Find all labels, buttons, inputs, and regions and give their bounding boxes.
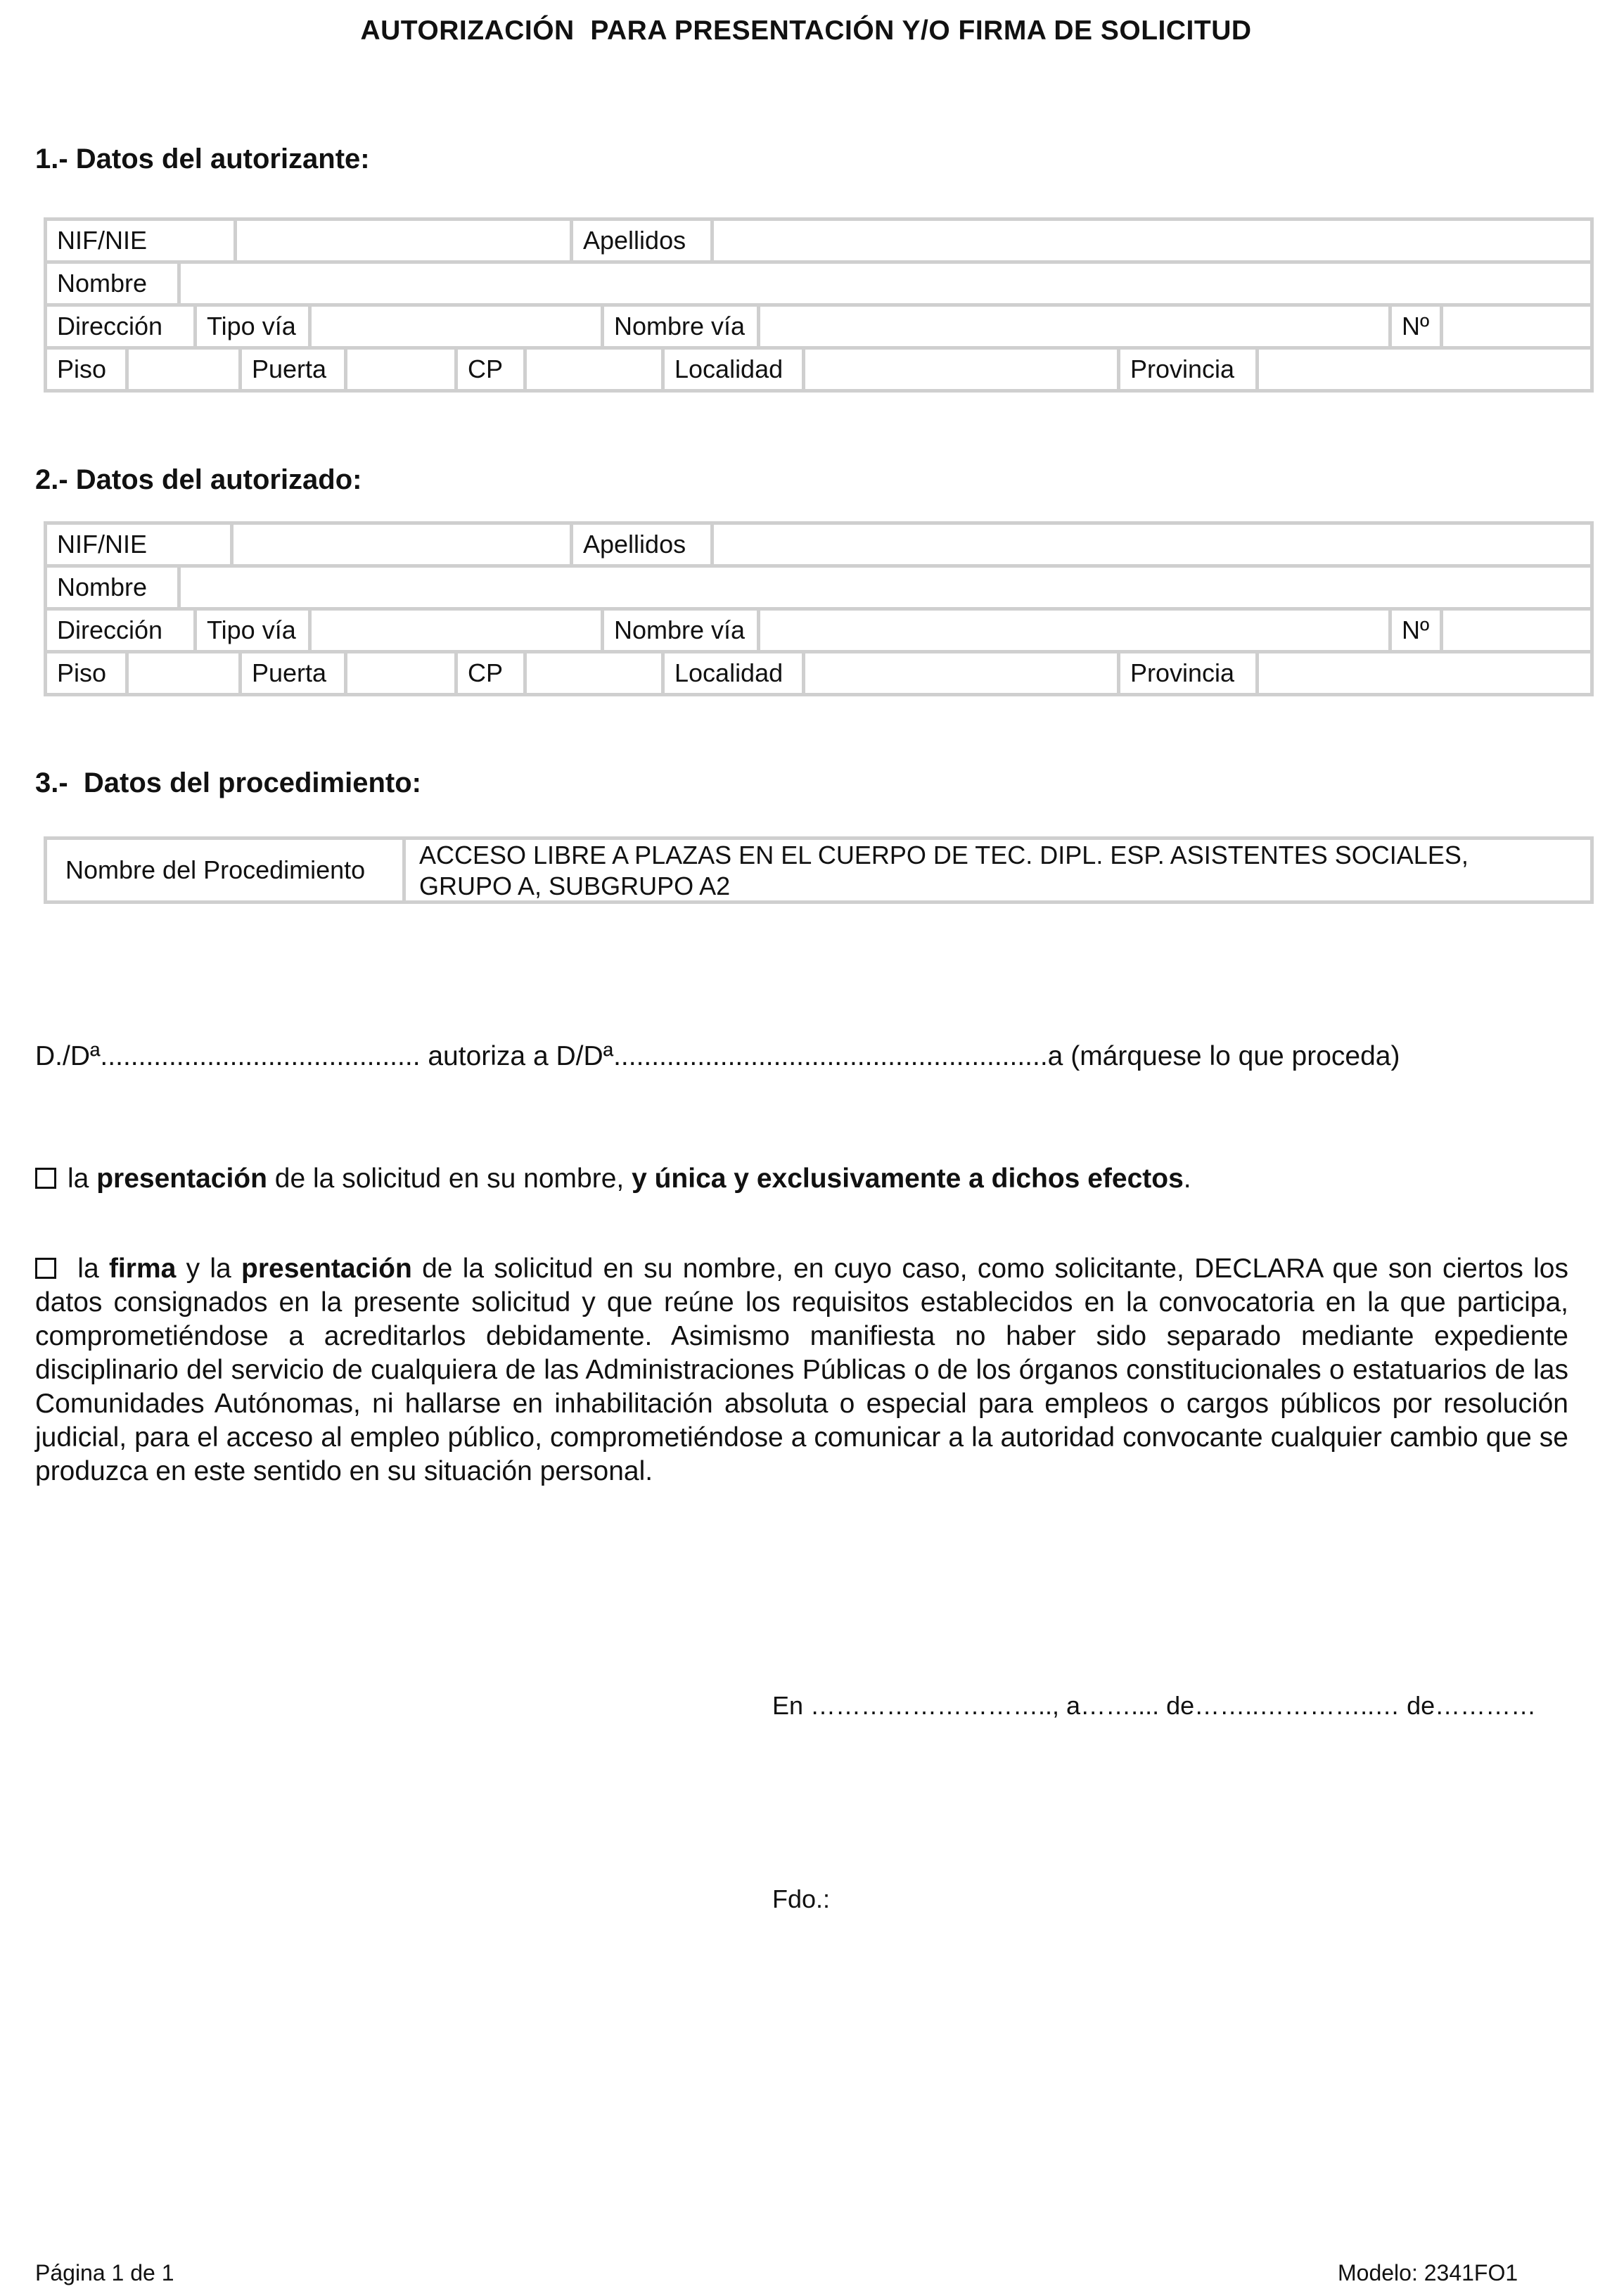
nombre-via-label: Nombre vía <box>604 307 760 346</box>
authorized-numero-field[interactable] <box>1443 611 1590 650</box>
table-row <box>47 611 1590 653</box>
nif-label: NIF/NIE <box>47 525 234 564</box>
signed-by-label: Fdo.: <box>772 1884 831 1913</box>
numero-label: Nº <box>1392 307 1443 346</box>
authorizer-cp-field[interactable] <box>527 350 665 389</box>
localidad-label: Localidad <box>665 350 805 389</box>
piso-label: Piso <box>47 653 129 693</box>
provincia-label: Provincia <box>1120 350 1259 389</box>
authorizer-numero-field[interactable] <box>1443 307 1590 346</box>
procedure-value-line-2: GRUPO A, SUBGRUPO A2 <box>419 872 731 900</box>
authorizer-nombre-via-field[interactable] <box>760 307 1392 346</box>
page-title: AUTORIZACIÓN PARA PRESENTACIÓN Y/O FIRMA DE SOLICITUD <box>360 15 1252 46</box>
puerta-label: Puerta <box>242 350 347 389</box>
authorizer-tipo-via-field[interactable] <box>312 307 604 346</box>
place-date-line: En ……………………….., a…….... de……..…………..… de………… <box>772 1691 1537 1720</box>
provincia-label: Provincia <box>1120 653 1259 693</box>
authorized-nombre-via-field[interactable] <box>760 611 1392 650</box>
authorizer-localidad-field[interactable] <box>805 350 1120 389</box>
table-row <box>47 221 1590 264</box>
nombre-via-label: Nombre vía <box>604 611 760 650</box>
procedure-value <box>409 840 1590 900</box>
section-3-title: 3.- Datos del procedimiento: <box>35 767 421 798</box>
authorized-tipo-via-field[interactable] <box>312 611 604 650</box>
apellidos-label: Apellidos <box>573 525 714 564</box>
direccion-label: Dirección <box>47 307 197 346</box>
section-1-title: 1.- Datos del autorizante: <box>35 144 370 174</box>
cp-label: CP <box>458 653 527 693</box>
authorizer-form-table <box>44 217 1594 393</box>
table-row <box>47 350 1590 389</box>
procedure-label: Nombre del Procedimiento <box>47 840 406 900</box>
model-number: Modelo: 2341FO1 <box>1338 2260 1518 2285</box>
option-sign-and-present: la firma y la presentación de la solicitud en su nombre, en cuyo caso, como solicitante, DECLARA que son ciertos los datos consignados en la presente solicitud y que reúne los requisitos establecidos en la convocatoria en la que participa, comprometiéndose a acreditarlos debidamente. Asimismo manifiesta no haber sido separado mediante expediente disciplinario del servicio de cualquiera de las Administraciones Públicas o de los órganos constitucionales o estatuarios de las Comunidades Autónomas, ni hallarse en inhabilitación absoluta o especial para empleos o cargos públicos por resolución judicial, para el acceso al empleo público, comprometiéndose a comunicar a la autoridad convocante cualquier cambio que se produzca en este sentido en su situación personal. <box>35 1254 1568 1486</box>
authorizer-provincia-field[interactable] <box>1259 350 1590 389</box>
authorizer-nif-field[interactable] <box>237 221 573 260</box>
presentation-only-checkbox[interactable] <box>35 1168 56 1189</box>
authorizer-apellidos-field[interactable] <box>714 221 1590 260</box>
authorized-provincia-field[interactable] <box>1259 653 1590 693</box>
section-2-title: 2.- Datos del autorizado: <box>35 464 362 495</box>
authorized-form-table <box>44 521 1594 696</box>
table-row <box>47 264 1590 307</box>
tipo-via-label: Tipo vía <box>197 307 312 346</box>
localidad-label: Localidad <box>665 653 805 693</box>
procedure-table <box>44 836 1594 904</box>
piso-label: Piso <box>47 350 129 389</box>
puerta-label: Puerta <box>242 653 347 693</box>
authorization-statement: D./Dª.......................................... autoriza a D/Dª.........................................................a (márquese lo que proceda) <box>35 1041 1400 1071</box>
option-presentation-only: la presentación de la solicitud en su nombre, y única y exclusivamente a dichos efectos. <box>35 1162 1568 1196</box>
table-row <box>47 568 1590 611</box>
cp-label: CP <box>458 350 527 389</box>
authorized-nombre-field[interactable] <box>181 568 1590 607</box>
procedure-value-line-1: ACCESO LIBRE A PLAZAS EN EL CUERPO DE TEC. DIPL. ESP. ASISTENTES SOCIALES, <box>419 841 1469 869</box>
sign-and-present-checkbox[interactable] <box>35 1258 56 1279</box>
authorizer-piso-field[interactable] <box>129 350 242 389</box>
apellidos-label: Apellidos <box>573 221 714 260</box>
table-row <box>47 653 1590 693</box>
nombre-label: Nombre <box>47 264 181 303</box>
nombre-label: Nombre <box>47 568 181 607</box>
authorizer-nombre-field[interactable] <box>181 264 1590 303</box>
authorizer-puerta-field[interactable] <box>347 350 458 389</box>
table-row <box>47 307 1590 350</box>
authorized-cp-field[interactable] <box>527 653 665 693</box>
numero-label: Nº <box>1392 611 1443 650</box>
authorized-localidad-field[interactable] <box>805 653 1120 693</box>
nif-label: NIF/NIE <box>47 221 237 260</box>
authorized-nif-field[interactable] <box>234 525 573 564</box>
page-number: Página 1 de 1 <box>35 2260 174 2285</box>
authorized-piso-field[interactable] <box>129 653 242 693</box>
authorized-puerta-field[interactable] <box>347 653 458 693</box>
table-row <box>47 525 1590 568</box>
authorized-apellidos-field[interactable] <box>714 525 1590 564</box>
tipo-via-label: Tipo vía <box>197 611 312 650</box>
direccion-label: Dirección <box>47 611 197 650</box>
